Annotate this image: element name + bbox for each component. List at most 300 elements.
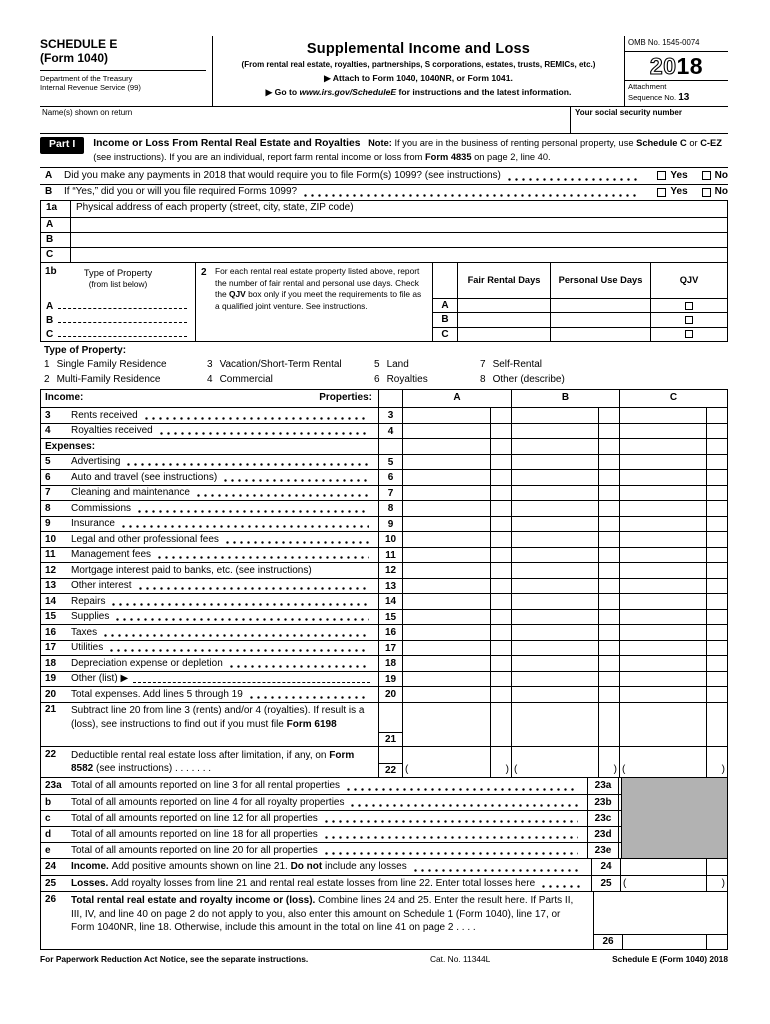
line-label bbox=[71, 563, 378, 578]
cents-divider bbox=[706, 641, 707, 656]
question-b-yes-checkbox[interactable] bbox=[657, 188, 666, 197]
sequence-number: 13 bbox=[678, 91, 690, 103]
line-10-amount-c[interactable] bbox=[619, 532, 727, 547]
cents-divider bbox=[598, 687, 599, 702]
type-of-property-column bbox=[41, 263, 196, 341]
cents-divider bbox=[598, 501, 599, 516]
legend-num: 1 bbox=[44, 359, 50, 371]
qjv-cell-a bbox=[651, 299, 727, 312]
line-ref-box: 7 bbox=[378, 486, 403, 501]
line-13-amount-b[interactable] bbox=[511, 579, 619, 594]
question-a-row bbox=[40, 168, 728, 184]
close-paren: ) bbox=[613, 763, 617, 775]
cents-divider bbox=[598, 548, 599, 563]
line-number: b bbox=[45, 797, 52, 809]
line-15-row bbox=[41, 609, 727, 625]
line-ref-box: 16 bbox=[378, 625, 403, 640]
dot-leader bbox=[224, 534, 369, 545]
line-12-amount-b[interactable] bbox=[511, 563, 619, 578]
line-26-right bbox=[593, 892, 727, 949]
line-label-text: Total of all amounts reported on line 3 for all rental properties bbox=[71, 780, 341, 792]
line-ref-box: 24 bbox=[591, 859, 621, 875]
open-paren: ( bbox=[622, 763, 626, 775]
part1-text bbox=[93, 137, 728, 163]
cents-divider bbox=[598, 579, 599, 594]
line-13-amount-a[interactable] bbox=[403, 579, 511, 594]
row-letter-column-header bbox=[433, 263, 458, 298]
row-letter: C bbox=[46, 328, 54, 340]
name-field[interactable] bbox=[40, 107, 570, 133]
dot-leader bbox=[108, 642, 369, 653]
dot-leader bbox=[248, 689, 369, 700]
line-25-amount[interactable] bbox=[621, 876, 727, 891]
type-column-header bbox=[41, 263, 195, 299]
line-label bbox=[71, 594, 378, 609]
line-8-row bbox=[41, 500, 727, 516]
dot-leader bbox=[349, 797, 578, 808]
line-4-amount-a[interactable] bbox=[403, 424, 511, 439]
question-a-no-checkbox[interactable] bbox=[702, 171, 711, 180]
address-row-a bbox=[41, 217, 727, 232]
form-footer bbox=[40, 954, 728, 965]
dot-leader bbox=[323, 845, 578, 856]
paperwork-notice: For Paperwork Reduction Act Notice, see the separate instructions. bbox=[40, 954, 309, 965]
line-label-text: Legal and other professional fees bbox=[71, 533, 219, 545]
line-ref-box: 23b bbox=[587, 795, 619, 810]
line-3-amount-a[interactable] bbox=[403, 408, 511, 423]
line-8-amount-a[interactable] bbox=[403, 501, 511, 516]
line-number: 16 bbox=[45, 626, 57, 638]
cents-divider bbox=[598, 563, 599, 578]
cents-divider bbox=[490, 656, 491, 671]
line-label bbox=[71, 687, 378, 702]
line-6-amount-c[interactable] bbox=[619, 470, 727, 485]
open-paren: ( bbox=[405, 763, 409, 775]
personal-use-days-c[interactable] bbox=[551, 328, 651, 341]
type-title: Type of Property bbox=[83, 267, 153, 278]
cents-divider bbox=[490, 486, 491, 501]
line-5-amount-a[interactable] bbox=[403, 455, 511, 470]
line-13-amount-c[interactable] bbox=[619, 579, 727, 594]
line-ref-box: 5 bbox=[378, 455, 403, 470]
line-ref-box: 13 bbox=[378, 579, 403, 594]
qjv-cell-c bbox=[651, 328, 727, 341]
cents-divider bbox=[490, 672, 491, 687]
legend-num: 4 bbox=[207, 373, 213, 385]
line-7-amount-c[interactable] bbox=[619, 486, 727, 501]
line-20-row bbox=[41, 686, 727, 702]
line-number: 6 bbox=[45, 471, 51, 483]
part1-header bbox=[40, 134, 728, 167]
section-label-cell bbox=[41, 439, 378, 454]
line-ref-box: 4 bbox=[378, 424, 403, 439]
legend-num: 2 bbox=[44, 373, 50, 385]
row-letter: B bbox=[46, 314, 54, 326]
legend-label: Self-Rental bbox=[492, 359, 543, 371]
line-number: 13 bbox=[45, 580, 57, 592]
line-15-amount-a[interactable] bbox=[403, 610, 511, 625]
blank-cell-c bbox=[619, 439, 727, 454]
properties-label: Properties: bbox=[319, 392, 372, 404]
row-letter: C bbox=[433, 328, 458, 341]
cents-divider bbox=[706, 517, 707, 532]
row-letter: C bbox=[41, 248, 71, 262]
column-a-header: A bbox=[453, 392, 461, 404]
line-5-amount-b[interactable] bbox=[511, 455, 619, 470]
line-label bbox=[71, 859, 591, 875]
days-row-c bbox=[433, 327, 727, 341]
line-4-amount-b[interactable] bbox=[511, 424, 619, 439]
line-6-row bbox=[41, 469, 727, 485]
cents-divider bbox=[706, 548, 707, 563]
line-20-amount-b[interactable] bbox=[511, 687, 619, 702]
cents-divider bbox=[490, 687, 491, 702]
qjv-checkbox-b[interactable] bbox=[685, 316, 693, 324]
line-number: 17 bbox=[45, 642, 57, 654]
line-25-row bbox=[41, 875, 727, 891]
line-21-amount-b[interactable] bbox=[511, 703, 619, 747]
dot-leader bbox=[102, 627, 369, 638]
question-a-text: Did you make any payments in 2018 that would require you to file Form(s) 1099? (see instructions) bbox=[64, 169, 501, 181]
legend-item-1 bbox=[44, 359, 207, 372]
line-ref-box: 10 bbox=[378, 532, 403, 547]
days-row-a bbox=[433, 299, 727, 312]
line-label-text: Income. Add positive amounts shown on line 21. Do not include any losses bbox=[71, 861, 407, 873]
dot-leader bbox=[540, 878, 582, 889]
line-ref-box: 23d bbox=[587, 827, 619, 842]
type-entry-c[interactable] bbox=[58, 336, 187, 337]
cents-divider bbox=[598, 439, 599, 454]
line-13-row bbox=[41, 578, 727, 594]
cents-divider bbox=[706, 594, 707, 609]
line-number: d bbox=[45, 829, 52, 841]
line-12-amount-a[interactable] bbox=[403, 563, 511, 578]
line-label-text: Cleaning and maintenance bbox=[71, 487, 190, 499]
address-input-c[interactable] bbox=[71, 248, 727, 262]
cents-divider bbox=[490, 641, 491, 656]
line-8-amount-c[interactable] bbox=[619, 501, 727, 516]
line-17-amount-c[interactable] bbox=[619, 641, 727, 656]
line-ref-box: 23c bbox=[587, 811, 619, 826]
line-number: 12 bbox=[45, 564, 57, 576]
line-label-text: Utilities bbox=[71, 642, 104, 654]
dot-leader bbox=[323, 813, 578, 824]
line-11-amount-b[interactable] bbox=[511, 548, 619, 563]
cents-divider bbox=[706, 859, 707, 875]
cents-divider bbox=[706, 876, 707, 891]
line-label-text: Repairs bbox=[71, 595, 106, 607]
line-number: 23a bbox=[45, 780, 62, 792]
cents-divider bbox=[490, 517, 491, 532]
line-label-text: Total of all amounts reported on line 4 for all royalty properties bbox=[71, 797, 345, 809]
line-6-amount-b[interactable] bbox=[511, 470, 619, 485]
cents-divider bbox=[490, 455, 491, 470]
line-ref-box: 14 bbox=[378, 594, 403, 609]
line-number: 9 bbox=[45, 518, 51, 530]
line-8-amount-b[interactable] bbox=[511, 501, 619, 516]
qjv-checkbox-a[interactable] bbox=[685, 302, 693, 310]
dot-leader bbox=[323, 829, 578, 840]
line-label-text: Insurance bbox=[71, 518, 115, 530]
line-ref-number: 22 bbox=[379, 763, 402, 778]
schedule-label: SCHEDULE E bbox=[40, 37, 118, 51]
line-9-amount-c[interactable] bbox=[619, 517, 727, 532]
cents-divider bbox=[598, 470, 599, 485]
close-paren: ) bbox=[721, 877, 725, 889]
property-type-table bbox=[40, 262, 728, 342]
line-3-amount-b[interactable] bbox=[511, 408, 619, 423]
cents-divider bbox=[706, 408, 707, 423]
line-11-amount-c[interactable] bbox=[619, 548, 727, 563]
line-19-amount-b[interactable] bbox=[511, 672, 619, 687]
line-label bbox=[71, 625, 378, 640]
legend-num: 6 bbox=[374, 373, 380, 385]
question-a-yes-checkbox[interactable] bbox=[657, 171, 666, 180]
line-number: 26 bbox=[45, 894, 57, 906]
legend-label: Other (describe) bbox=[492, 373, 565, 385]
cents-divider bbox=[598, 486, 599, 501]
line-24-amount[interactable] bbox=[621, 859, 727, 875]
property-address-table bbox=[40, 200, 728, 263]
line-ref-number: 21 bbox=[379, 732, 402, 747]
legend-item-4 bbox=[207, 374, 374, 387]
sequence-label: Sequence No. bbox=[628, 92, 679, 102]
line-number: 5 bbox=[45, 456, 51, 468]
line-label-text: Commissions bbox=[71, 502, 132, 514]
personal-use-days-b[interactable] bbox=[551, 313, 651, 326]
line-7-amount-a[interactable] bbox=[403, 486, 511, 501]
line-7-amount-b[interactable] bbox=[511, 486, 619, 501]
cents-divider bbox=[706, 563, 707, 578]
totals-section bbox=[40, 778, 728, 859]
row-letter: A bbox=[433, 299, 458, 312]
line-20-amount-c[interactable] bbox=[619, 687, 727, 702]
line-label bbox=[71, 548, 378, 563]
dot-leader bbox=[110, 596, 369, 607]
line-26-entry-box bbox=[594, 934, 727, 949]
cents-divider bbox=[598, 424, 599, 439]
cents-divider bbox=[598, 594, 599, 609]
type-entry-b[interactable] bbox=[58, 322, 187, 323]
line-20-amount-a[interactable] bbox=[403, 687, 511, 702]
row-letter: A bbox=[46, 300, 54, 312]
line-10-amount-a[interactable] bbox=[403, 532, 511, 547]
line-9-amount-a[interactable] bbox=[403, 517, 511, 532]
line-label-text: Other interest bbox=[71, 580, 132, 592]
shaded-area bbox=[621, 778, 727, 858]
line-19-amount-a[interactable] bbox=[403, 672, 511, 687]
line-11-amount-a[interactable] bbox=[403, 548, 511, 563]
line-number: 18 bbox=[45, 657, 57, 669]
line-18-amount-b[interactable] bbox=[511, 656, 619, 671]
legend-label: Multi-Family Residence bbox=[56, 373, 161, 385]
dot-leader bbox=[143, 410, 369, 421]
line-ref-box: 25 bbox=[591, 876, 621, 891]
income-expense-rows bbox=[41, 407, 727, 777]
question-a-no-label: No bbox=[714, 169, 728, 181]
line-19-amount-c[interactable] bbox=[619, 672, 727, 687]
type-subtitle: (from list below) bbox=[88, 278, 148, 289]
cents-divider bbox=[490, 424, 491, 439]
line-label-text: Mortgage interest paid to banks, etc. (see instructions) bbox=[71, 564, 312, 576]
line-ref-box bbox=[378, 439, 403, 454]
line-ref-box: 23e bbox=[587, 843, 619, 858]
dot-leader bbox=[506, 168, 639, 182]
cents-divider bbox=[490, 548, 491, 563]
line-label-text: Total of all amounts reported on line 18 for all properties bbox=[71, 829, 318, 841]
ssn-field[interactable] bbox=[570, 107, 728, 133]
dot-leader bbox=[114, 611, 369, 622]
line-9-amount-b[interactable] bbox=[511, 517, 619, 532]
cents-divider bbox=[490, 439, 491, 454]
close-paren: ) bbox=[505, 763, 509, 775]
line-15-amount-b[interactable] bbox=[511, 610, 619, 625]
cents-divider bbox=[598, 656, 599, 671]
legend-num: 5 bbox=[374, 359, 380, 371]
address-input-a[interactable] bbox=[71, 218, 727, 232]
line-label bbox=[71, 408, 378, 423]
fair-rental-days-a[interactable] bbox=[458, 299, 551, 312]
row-letter: A bbox=[41, 218, 71, 232]
qjv-cell-b bbox=[651, 313, 727, 326]
legend-num: 8 bbox=[480, 373, 486, 385]
line-number: 8 bbox=[45, 502, 51, 514]
cents-divider bbox=[490, 501, 491, 516]
cents-divider bbox=[706, 424, 707, 439]
open-paren: ( bbox=[514, 763, 518, 775]
line-10-amount-b[interactable] bbox=[511, 532, 619, 547]
line-9-row bbox=[41, 516, 727, 532]
line-11-row bbox=[41, 547, 727, 563]
line-18-amount-a[interactable] bbox=[403, 656, 511, 671]
line-label bbox=[71, 876, 591, 891]
line-22-amount-c[interactable] bbox=[619, 747, 727, 777]
ref-column-header bbox=[378, 390, 403, 407]
line-3-amount-c[interactable] bbox=[619, 408, 727, 423]
cents-divider bbox=[706, 455, 707, 470]
form-number-label: (Form 1040) bbox=[40, 50, 109, 65]
blank-cell-a bbox=[403, 439, 511, 454]
line-21-amount-a[interactable] bbox=[403, 703, 511, 747]
line-label-text: Management fees bbox=[71, 549, 152, 561]
cents-divider bbox=[598, 641, 599, 656]
line-18-amount-c[interactable] bbox=[619, 656, 727, 671]
dot-leader bbox=[195, 487, 369, 498]
line-5-row bbox=[41, 454, 727, 470]
line-16-row bbox=[41, 624, 727, 640]
line-14-amount-b[interactable] bbox=[511, 594, 619, 609]
cents-divider bbox=[598, 610, 599, 625]
address-header-row bbox=[41, 201, 727, 217]
column-b-header: B bbox=[511, 390, 619, 407]
legend-item-7 bbox=[480, 359, 728, 372]
cents-divider bbox=[598, 408, 599, 423]
table-header-left bbox=[41, 390, 378, 407]
line-12-amount-c[interactable] bbox=[619, 563, 727, 578]
line-number: 4 bbox=[45, 425, 51, 437]
line-15-amount-c[interactable] bbox=[619, 610, 727, 625]
question-a-letter: A bbox=[45, 169, 53, 181]
line-10-row bbox=[41, 531, 727, 547]
catalog-number: Cat. No. 11344L bbox=[429, 954, 491, 965]
personal-use-days-a[interactable] bbox=[551, 299, 651, 312]
line-16-amount-a[interactable] bbox=[403, 625, 511, 640]
legend-num: 3 bbox=[207, 359, 213, 371]
line-number: c bbox=[45, 813, 51, 825]
question-b-letter: B bbox=[45, 186, 53, 198]
entry-blank bbox=[133, 682, 370, 683]
line-ref-box: 6 bbox=[378, 470, 403, 485]
fair-rental-days-c[interactable] bbox=[458, 328, 551, 341]
line-2-instructions bbox=[196, 263, 433, 341]
year-outline: 20 bbox=[649, 52, 677, 79]
address-header-label: Physical address of each property (street, city, state, ZIP code) bbox=[76, 201, 354, 213]
personal-use-days-header: Personal Use Days bbox=[551, 263, 651, 298]
cents-divider bbox=[490, 747, 491, 777]
qjv-checkbox-c[interactable] bbox=[685, 330, 693, 338]
line-label-text: Supplies bbox=[71, 611, 110, 623]
line-24-row bbox=[41, 859, 727, 875]
line-number: 10 bbox=[45, 533, 57, 545]
cents-divider bbox=[706, 625, 707, 640]
line-label-text: Rents received bbox=[71, 409, 138, 421]
line-14-amount-c[interactable] bbox=[619, 594, 727, 609]
type-entry-a[interactable] bbox=[58, 308, 187, 309]
cents-divider bbox=[490, 610, 491, 625]
line-label bbox=[71, 579, 378, 594]
line-number: 7 bbox=[45, 487, 51, 499]
line-17-amount-a[interactable] bbox=[403, 641, 511, 656]
line-26-amount[interactable] bbox=[623, 935, 727, 949]
cents-divider bbox=[706, 439, 707, 454]
cents-divider bbox=[490, 532, 491, 547]
cents-divider bbox=[490, 594, 491, 609]
line-22-amount-a[interactable] bbox=[403, 747, 511, 777]
table-header-row bbox=[41, 390, 727, 407]
line-16-amount-c[interactable] bbox=[619, 625, 727, 640]
line-5-amount-c[interactable] bbox=[619, 455, 727, 470]
line-16-amount-b[interactable] bbox=[511, 625, 619, 640]
spacer bbox=[594, 892, 727, 934]
line-21-amount-c[interactable] bbox=[619, 703, 727, 747]
line-4-amount-c[interactable] bbox=[619, 424, 727, 439]
attach-instruction: ▶ Attach to Form 1040, 1040NR, or Form 1041. bbox=[324, 73, 513, 84]
type-entry-row-a bbox=[41, 299, 195, 313]
line-ref-box: 18 bbox=[378, 656, 403, 671]
line-6-amount-a[interactable] bbox=[403, 470, 511, 485]
cents-divider bbox=[598, 625, 599, 640]
cents-divider bbox=[490, 563, 491, 578]
form-subtitle: (From rental real estate, royalties, partnerships, S corporations, estates, trusts, REMICs, etc.) bbox=[241, 60, 596, 70]
fair-rental-days-b[interactable] bbox=[458, 313, 551, 326]
line-17-amount-b[interactable] bbox=[511, 641, 619, 656]
line-3-row bbox=[41, 407, 727, 423]
type-entry-row-c bbox=[41, 327, 195, 341]
line-14-amount-a[interactable] bbox=[403, 594, 511, 609]
income-label: Income: bbox=[45, 392, 84, 404]
line-label bbox=[71, 811, 587, 826]
form-title-block bbox=[212, 36, 625, 106]
line-26-row bbox=[41, 891, 727, 949]
line-22-amount-b[interactable] bbox=[511, 747, 619, 777]
section-row bbox=[41, 438, 727, 454]
line-label bbox=[71, 795, 587, 810]
legend-row-1 bbox=[44, 359, 728, 372]
address-input-b[interactable] bbox=[71, 233, 727, 247]
question-b-no-checkbox[interactable] bbox=[702, 188, 711, 197]
line-12-row bbox=[41, 562, 727, 578]
dot-leader bbox=[125, 456, 369, 467]
